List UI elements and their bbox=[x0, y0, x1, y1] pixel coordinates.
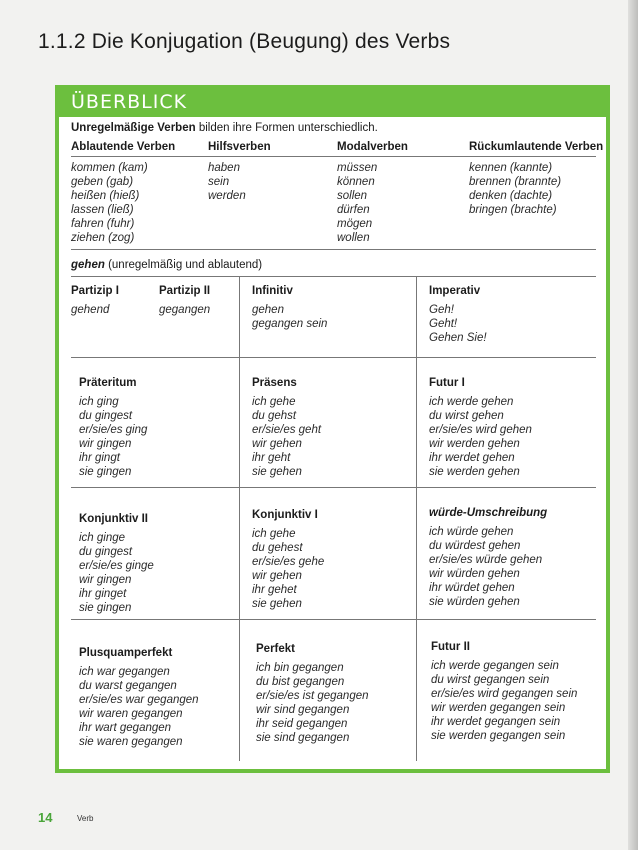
cell-praeteritum bbox=[79, 377, 147, 479]
cell-line: wir gehen bbox=[252, 438, 302, 450]
cell-line: wir waren gegangen bbox=[79, 708, 183, 720]
column-heading-modalverben: Modalverben bbox=[337, 141, 408, 153]
list-item: heißen (hieß) bbox=[71, 190, 140, 202]
cell-title: Partizip I bbox=[71, 285, 119, 297]
cell-line: du warst gegangen bbox=[79, 680, 177, 692]
cell-line: er/sie/es ginge bbox=[79, 560, 154, 572]
cell-futur2 bbox=[431, 641, 577, 743]
page-number: 14 bbox=[38, 810, 53, 825]
column-heading-hilfsverben: Hilfsverben bbox=[208, 141, 271, 153]
cell-title: Imperativ bbox=[429, 285, 481, 297]
cell-line: wir gingen bbox=[79, 574, 132, 586]
list-item: werden bbox=[208, 190, 246, 202]
cell-line: er/sie/es ging bbox=[79, 424, 148, 436]
column-heading-ablautend: Ablautende Verben bbox=[71, 141, 176, 153]
cell-line: Gehen Sie! bbox=[429, 332, 487, 344]
cell-title: Infinitiv bbox=[252, 285, 293, 297]
cell-title: würde-Umschreibung bbox=[429, 507, 548, 519]
cell-line: ihr werdet gegangen sein bbox=[431, 716, 561, 728]
gehen-subheading bbox=[71, 259, 262, 271]
cell-line: ihr gingt bbox=[79, 452, 120, 464]
cell-title: Futur I bbox=[429, 377, 465, 389]
list-item: fahren (fuhr) bbox=[71, 218, 135, 230]
gehen-rule bbox=[71, 276, 596, 277]
cell-line: ich ginge bbox=[79, 532, 126, 544]
cell-line: wir würden gehen bbox=[429, 568, 520, 580]
grid-vertical-line bbox=[239, 276, 240, 761]
cell-title: Plusquamperfekt bbox=[79, 647, 173, 659]
list-item: wollen bbox=[337, 232, 370, 244]
cell-line: ich gehe bbox=[252, 396, 296, 408]
cell-konjunktiv2 bbox=[79, 513, 154, 615]
cell-title: Perfekt bbox=[256, 643, 295, 655]
cell-line: gehen bbox=[252, 304, 284, 316]
list-item: kommen (kam) bbox=[71, 162, 148, 174]
list-item: sollen bbox=[337, 190, 368, 202]
cell-line: du gehest bbox=[252, 542, 303, 554]
cell-line: ich war gegangen bbox=[79, 666, 170, 678]
cell-title: Partizip II bbox=[159, 285, 211, 297]
cell-line: du wirst gegangen sein bbox=[431, 674, 550, 686]
list-rueckumlautend bbox=[469, 161, 561, 217]
cell-title: Konjunktiv II bbox=[79, 513, 148, 525]
cell-line: wir werden gegangen sein bbox=[431, 702, 566, 714]
cell-line: ihr wart gegangen bbox=[79, 722, 172, 734]
list-item: können bbox=[337, 176, 375, 188]
cell-line: wir gehen bbox=[252, 570, 302, 582]
cell-line: ihr würdet gehen bbox=[429, 582, 515, 594]
section-divider bbox=[71, 249, 596, 250]
list-ablautend bbox=[71, 161, 148, 245]
cell-praesens bbox=[252, 377, 321, 479]
list-item: sein bbox=[208, 176, 230, 188]
cell-line: ich gehe bbox=[252, 528, 296, 540]
cell-line: sie gehen bbox=[252, 466, 302, 478]
cell-title: Konjunktiv I bbox=[252, 509, 318, 521]
cell-line: sie waren gegangen bbox=[79, 736, 183, 748]
list-hilfsverben bbox=[208, 161, 246, 203]
cell-line: ich ging bbox=[79, 396, 119, 408]
cell-line: er/sie/es war gegangen bbox=[79, 694, 199, 706]
cell-partizip1 bbox=[71, 285, 119, 317]
cell-line: wir sind gegangen bbox=[256, 704, 350, 716]
cell-perfekt bbox=[256, 643, 369, 745]
intro-text bbox=[71, 122, 378, 134]
list-item: brennen (brannte) bbox=[469, 176, 562, 188]
cell-line: er/sie/es gehe bbox=[252, 556, 325, 568]
column-heading-rule bbox=[71, 156, 596, 157]
page-edge bbox=[628, 0, 638, 850]
cell-line: wir gingen bbox=[79, 438, 132, 450]
footer-section-label: Verb bbox=[77, 814, 94, 823]
grid-horizontal-line bbox=[71, 487, 596, 488]
banner-label: ÜBERBLICK bbox=[71, 91, 188, 113]
cell-line: ihr gehet bbox=[252, 584, 297, 596]
cell-line: wir werden gehen bbox=[429, 438, 520, 450]
cell-title: Futur II bbox=[431, 641, 470, 653]
cell-line: sie gingen bbox=[79, 602, 132, 614]
cell-line: du wirst gehen bbox=[429, 410, 504, 422]
cell-line: gehend bbox=[71, 304, 110, 316]
cell-line: du bist gegangen bbox=[256, 676, 345, 688]
cell-line: Geht! bbox=[429, 318, 458, 330]
cell-line: du würdest gehen bbox=[429, 540, 521, 552]
gehen-bold: gehen bbox=[71, 259, 105, 271]
cell-line: er/sie/es wird gegangen sein bbox=[431, 688, 578, 700]
cell-line: er/sie/es würde gehen bbox=[429, 554, 543, 566]
cell-line: ihr werdet gehen bbox=[429, 452, 515, 464]
overview-banner bbox=[59, 89, 606, 117]
cell-line: ich bin gegangen bbox=[256, 662, 344, 674]
cell-line: sie sind gegangen bbox=[256, 732, 350, 744]
list-modalverben bbox=[337, 161, 377, 245]
cell-plusquamperfekt bbox=[79, 647, 199, 749]
grid-vertical-line bbox=[416, 276, 417, 761]
cell-title: Präsens bbox=[252, 377, 297, 389]
column-heading-rueckumlautend: Rückumlautende Verben bbox=[469, 141, 604, 153]
cell-line: sie gingen bbox=[79, 466, 132, 478]
cell-wuerde-umschreibung bbox=[429, 507, 547, 609]
cell-line: du gingest bbox=[79, 410, 133, 422]
cell-line: sie werden gegangen sein bbox=[431, 730, 566, 742]
cell-line: Geh! bbox=[429, 304, 454, 316]
list-item: geben (gab) bbox=[71, 176, 134, 188]
grid-horizontal-line bbox=[71, 619, 596, 620]
list-item: lassen (ließ) bbox=[71, 204, 134, 216]
cell-futur1 bbox=[429, 377, 532, 479]
grid-horizontal-line bbox=[71, 357, 596, 358]
cell-line: ich würde gehen bbox=[429, 526, 514, 538]
list-item: denken (dachte) bbox=[469, 190, 553, 202]
cell-line: ihr seid gegangen bbox=[256, 718, 348, 730]
list-item: kennen (kannte) bbox=[469, 162, 553, 174]
cell-line: ich werde gegangen sein bbox=[431, 660, 559, 672]
list-item: ziehen (zog) bbox=[71, 232, 135, 244]
page-heading: 1.1.2 Die Konjugation (Beugung) des Verbs bbox=[38, 30, 451, 53]
cell-line: gegangen bbox=[159, 304, 211, 316]
overview-box bbox=[55, 85, 610, 773]
cell-infinitiv bbox=[252, 285, 327, 331]
list-item: haben bbox=[208, 162, 240, 174]
cell-line: ich werde gehen bbox=[429, 396, 514, 408]
cell-line: er/sie/es ist gegangen bbox=[256, 690, 369, 702]
cell-partizip2 bbox=[159, 285, 210, 317]
cell-line: sie gehen bbox=[252, 598, 302, 610]
list-item: dürfen bbox=[337, 204, 370, 216]
intro-bold: Unregelmäßige Verben bbox=[71, 122, 196, 134]
cell-line: gegangen sein bbox=[252, 318, 328, 330]
cell-konjunktiv1 bbox=[252, 509, 324, 611]
cell-imperativ bbox=[429, 285, 487, 345]
list-item: bringen (brachte) bbox=[469, 204, 557, 216]
cell-line: sie würden gehen bbox=[429, 596, 520, 608]
cell-line: ihr geht bbox=[252, 452, 291, 464]
gehen-rest: (unregelmäßig und ablautend) bbox=[104, 259, 263, 271]
cell-line: ihr ginget bbox=[79, 588, 127, 600]
cell-line: sie werden gehen bbox=[429, 466, 520, 478]
cell-line: er/sie/es wird gehen bbox=[429, 424, 532, 436]
cell-line: du gehst bbox=[252, 410, 297, 422]
cell-line: er/sie/es geht bbox=[252, 424, 322, 436]
intro-rest: bilden ihre Formen unterschiedlich. bbox=[195, 122, 378, 134]
cell-line: du gingest bbox=[79, 546, 133, 558]
list-item: müssen bbox=[337, 162, 378, 174]
cell-title: Präteritum bbox=[79, 377, 137, 389]
list-item: mögen bbox=[337, 218, 373, 230]
